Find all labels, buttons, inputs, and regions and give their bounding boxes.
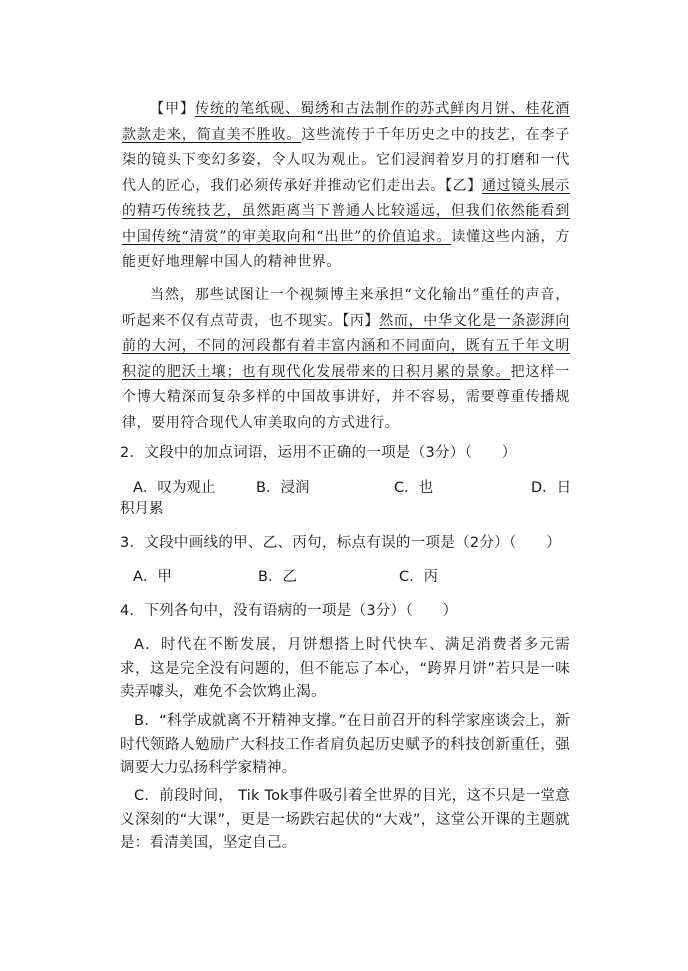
- passage-paragraph-1: [122, 97, 570, 276]
- passage-text: 当然，那些试图让一个视频博主来承担“文化输出”重任的声音，听起来不仅有点苛责，也不现实。: [122, 287, 570, 329]
- mark-jia: 【甲】: [150, 101, 196, 117]
- question-3-option-b[interactable]: B．乙: [258, 569, 297, 585]
- question-4-option-c[interactable]: C．前段时间， Tik Tok事件吸引着全世界的目光，这不只是一堂意义深刻的“大课”，更是一场跌宕起伏的“大戏”，这堂公开课的主题就是：看清美国，坚定自己。: [120, 788, 570, 851]
- sentence-yi: 通过镜头展示的精巧传统技艺，虽然距离当下普通人比较遥远，但我们依然能看到中国传统“清赏”的审美取向和“出世”的价值追求。: [122, 177, 570, 245]
- question-4-option-b[interactable]: B．“科学成就离不开精神支撑。”在日前召开的科学家座谈会上，新时代领路人勉励广大科技工作者肩负起历史赋予的科技创新重任，强调要大力弘扬科学家精神。: [120, 713, 570, 776]
- question-2-option-b[interactable]: B．浸润: [256, 480, 310, 496]
- sentence-jia: 传统的笔纸砚、蜀绣和古法制作的苏式鲜肉月饼、桂花酒款款走来，简直美不胜收。: [122, 101, 570, 143]
- question-2-option-d-continued: 积月累: [120, 501, 164, 517]
- question-4-stem: 4．下列各句中，没有语病的一项是（3分）（ ）: [120, 603, 458, 619]
- mark-bing: 【丙】: [342, 312, 380, 329]
- passage-paragraph-2: [122, 283, 570, 436]
- question-3-stem: 3．文段中画线的甲、乙、丙句，标点有误的一项是（2分）（ ）: [120, 535, 561, 551]
- question-3-option-a[interactable]: A．甲: [133, 569, 172, 585]
- mark-yi: 【乙】: [444, 177, 482, 194]
- passage-text: 读懂这些内涵，方能更好地理解中国人的精神世界。: [122, 228, 570, 270]
- sentence-bing: 然而，中华文化是一条澎湃向前的大河，不同的河段都有着丰富内涵和不同面向，既有五千年文明积淀的肥沃土壤；也有现代化发展带来的日积月累的景象。: [122, 312, 570, 380]
- question-3-option-c[interactable]: C．丙: [399, 569, 439, 585]
- passage-text: 把这样一个博大精深而复杂多样的中国故事讲好，并不容易，需要尊重传播规律，要用符合现代人审美取向的方式进行。: [122, 363, 570, 431]
- question-2-option-c[interactable]: C．也: [394, 480, 434, 496]
- question-2-option-d[interactable]: D．日: [531, 480, 572, 496]
- question-4-option-a[interactable]: A．时代在不断发展，月饼想搭上时代快车、满足消费者多元需求，这是完全没有问题的，但不能忘了本心，“跨界月饼”若只是一味卖弄噱头，难免不会饮鸩止渴。: [120, 637, 570, 700]
- question-2-stem: 2．文段中的加点词语，运用不正确的一项是（3分）（ ）: [120, 445, 517, 461]
- passage-text: 这些流传于千年历史之中的技艺，在李子柒的镜头下变幻多姿，令人叹为观止。它们浸润着岁月的打磨和一代代人的匠心，我们必须传承好并推动它们走出去。: [122, 126, 570, 194]
- question-2-option-a[interactable]: A．叹为观止: [133, 480, 216, 496]
